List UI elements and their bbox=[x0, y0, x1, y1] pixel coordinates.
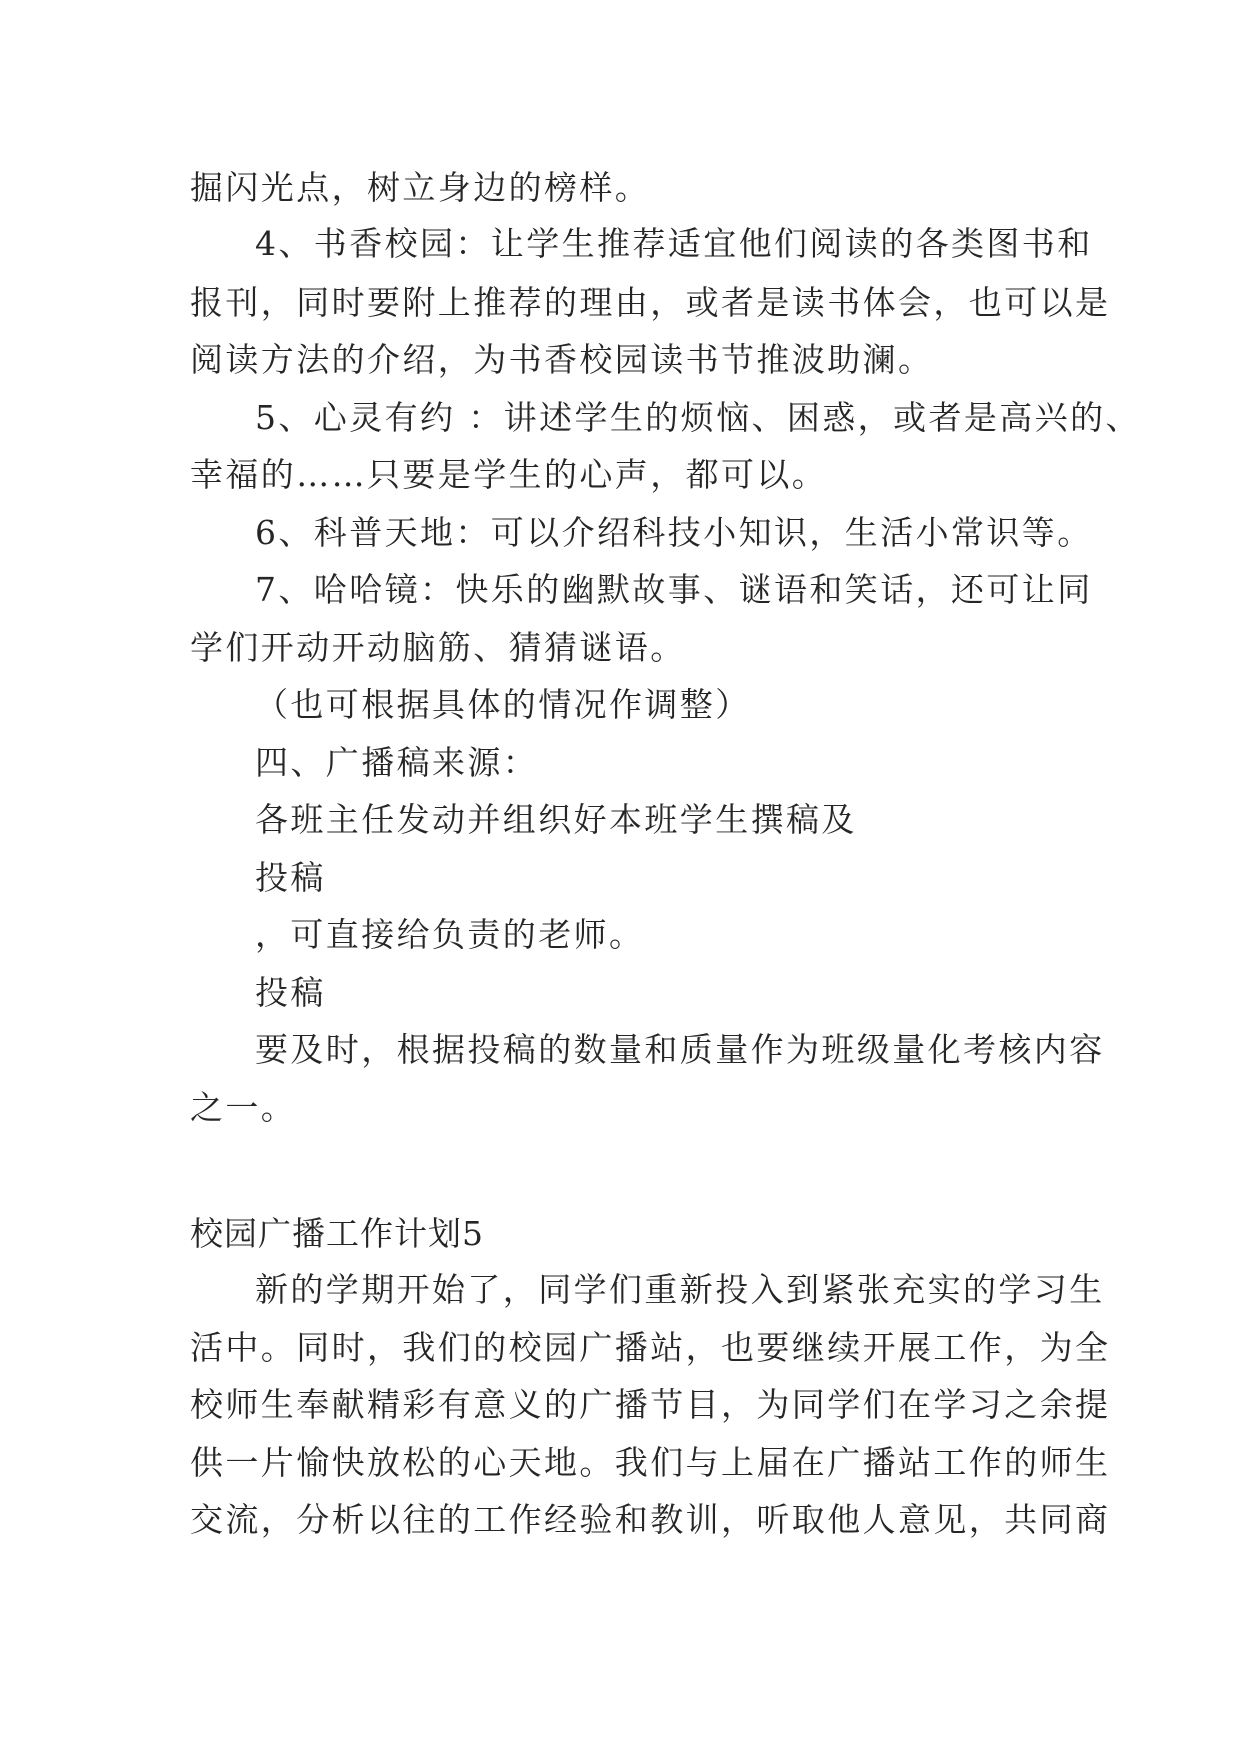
text-line: 投稿 bbox=[255, 858, 326, 897]
text-line: 要及时，根据投稿的数量和质量作为班级量化考核内容 bbox=[255, 1030, 1105, 1069]
text-line: （也可根据具体的情况作调整） bbox=[255, 685, 751, 724]
text-line: 之一。 bbox=[190, 1088, 297, 1127]
text-line: 4、书香校园：让学生推荐适宜他们阅读的各类图书和 bbox=[255, 224, 1093, 263]
text-line: 活中。同时，我们的校园广播站，也要继续开展工作，为全 bbox=[190, 1328, 1111, 1367]
text-line: 交流，分析以往的工作经验和教训，听取他人意见，共同商 bbox=[190, 1500, 1111, 1539]
text-line: 报刊，同时要附上推荐的理由，或者是读书体会，也可以是 bbox=[190, 283, 1111, 322]
text-line: 校师生奉献精彩有意义的广播节目，为同学们在学习之余提 bbox=[190, 1385, 1111, 1424]
text-line: 掘闪光点，树立身边的榜样。 bbox=[190, 168, 651, 207]
section-heading: 四、广播稿来源： bbox=[255, 743, 539, 782]
text-line: 幸福的……只要是学生的心声，都可以。 bbox=[190, 455, 828, 494]
text-line: 供一片愉快放松的心天地。我们与上届在广播站工作的师生 bbox=[190, 1443, 1111, 1482]
text-line: 新的学期开始了，同学们重新投入到紧张充实的学习生 bbox=[255, 1270, 1105, 1309]
text-line: 各班主任发动并组织好本班学生撰稿及 bbox=[255, 800, 857, 839]
text-line: 7、哈哈镜：快乐的幽默故事、谜语和笑话，还可让同 bbox=[255, 570, 1093, 609]
text-line: 学们开动开动脑筋、猜猜谜语。 bbox=[190, 628, 686, 667]
section-title: 校园广播工作计划5 bbox=[190, 1214, 484, 1253]
text-line: 投稿 bbox=[255, 973, 326, 1012]
text-line: 6、科普天地：可以介绍科技小知识，生活小常识等。 bbox=[255, 513, 1093, 552]
text-line: ，可直接给负责的老师。 bbox=[255, 915, 645, 954]
text-line: 阅读方法的介绍，为书香校园读书节推波助澜。 bbox=[190, 340, 934, 379]
text-line: 5、心灵有约 ：讲述学生的烦恼、困惑，或者是高兴的、 bbox=[255, 398, 1141, 437]
